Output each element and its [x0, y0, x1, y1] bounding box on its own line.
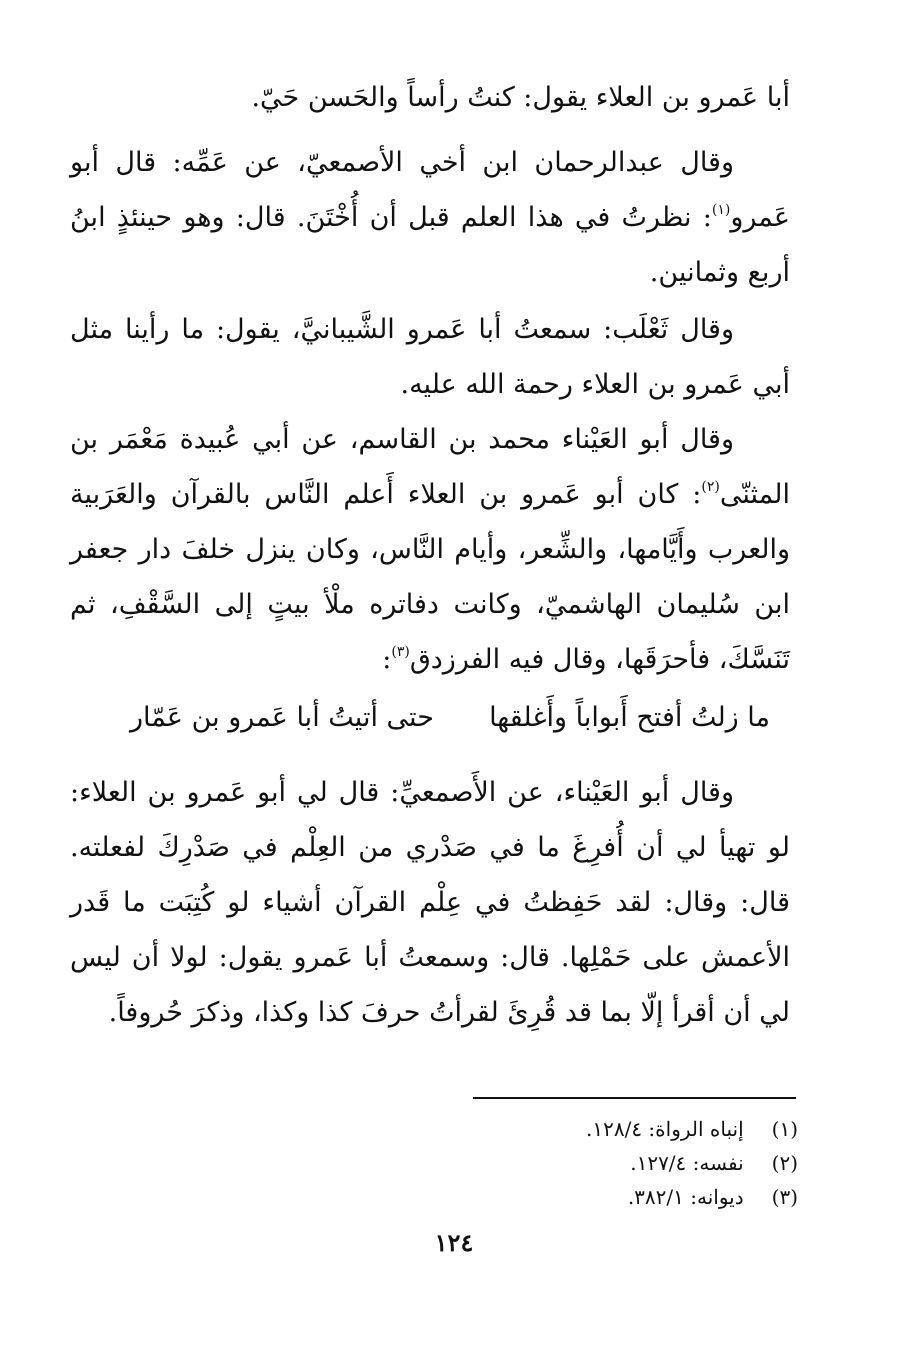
main-text-block-4: [70, 412, 790, 687]
footnote-text: ديوانه: ٣٨٢/١.: [627, 1185, 744, 1209]
footnote-3: [378, 1180, 798, 1214]
footnote-text: إنباه الرواة: ١٢٨/٤.: [586, 1117, 744, 1141]
footnote-marker-2: (٢): [701, 479, 720, 495]
paragraph-5: وقال أبو العَيْناء، عن الأَصمعيِّ: قال لي أبو عَمرو بن العلاء: لو تهيأ لي أن أُفرِغَ ما في صَدْري من العِلْم في صَدْرِكَ لفعلته. قال: وقال: لقد حَفِظتُ في عِلْم القرآن أشياء لو كُتِبَت ما قَدر الأعمش على حَمْلِها. قال: وسمعتُ أبا عَمرو يقول: لولا أن ليس لي أن أقرأ إلّا بما قد قُرِئَ لقرأتُ حرفَ كذا وكذا، وذكرَ حُروفاً.: [70, 777, 790, 1028]
verse-second-hemistich: حتى أتيتُ أبا عَمرو بن عَمّار: [130, 702, 434, 733]
footnote-2: [378, 1146, 798, 1180]
footnote-1: [378, 1112, 798, 1146]
footnote-marker-1: (١): [711, 202, 731, 218]
paragraph-3: وقال ثَعْلَب: سمعتُ أبا عَمرو الشَّيبانيَّ، يقول: ما رأينا مثل أبي عَمرو بن العلاء رحمة الله عليه.: [70, 314, 790, 400]
paragraph-4-end: :: [382, 644, 392, 675]
main-text-block-3: [70, 302, 790, 412]
footnote-marker-3: (٣): [391, 644, 410, 660]
paragraph-1: أبا عَمرو بن العلاء يقول: كنتُ رأساً والحَسن حَيّ.: [251, 82, 790, 113]
page-number: ١٢٤: [434, 1228, 474, 1257]
poetry-verse: [130, 690, 770, 746]
verse-first-hemistich: ما زلتُ أفتح أَبواباً وأَغلقها: [489, 702, 770, 733]
main-text-block-2: [70, 135, 790, 300]
footnote-text: نفسه: ١٢٧/٤.: [630, 1151, 744, 1175]
paragraph-2-start: وقال عبدالرحمان ابن أخي الأصمعيّ، عن عَمِّه: قال أبو عَمرو: [70, 147, 790, 233]
paragraph-2-end: : نظرتُ في هذا العلم قبل أن أُخْتَنَ. قال: وهو حينئذٍ ابنُ أربع وثمانين.: [70, 202, 790, 288]
paragraph-4-start: وقال أبو العَيْناء محمد بن القاسم، عن أبي عُبيدة مَعْمَر بن المثنّى: [70, 424, 790, 510]
main-text-block: [70, 70, 790, 125]
footnote-number: (٢): [771, 1151, 798, 1175]
paragraph-4-middle: : كان أبو عَمرو بن العلاء أَعلم النَّاس بالقرآن والعَرَبية والعرب وأَيَّامها، والشِّعر، وأيام النَّاس، وكان ينزل خلفَ دار جعفر ابن سُليمان الهاشميّ، وكانت دفاتره ملْأ بيتٍ إلى السَّقْفِ، ثم تَنَسَّكَ، فأحرَقَها، وقال فيه الفرزدق: [70, 479, 790, 675]
footnote-separator: [473, 1097, 796, 1099]
footnote-number: (١): [771, 1117, 798, 1141]
paragraph-2: [70, 135, 790, 300]
footnote-number: (٣): [771, 1185, 798, 1209]
main-text-block-5: [70, 765, 790, 1040]
footnotes: [378, 1112, 798, 1214]
paragraph-4: [70, 412, 790, 687]
